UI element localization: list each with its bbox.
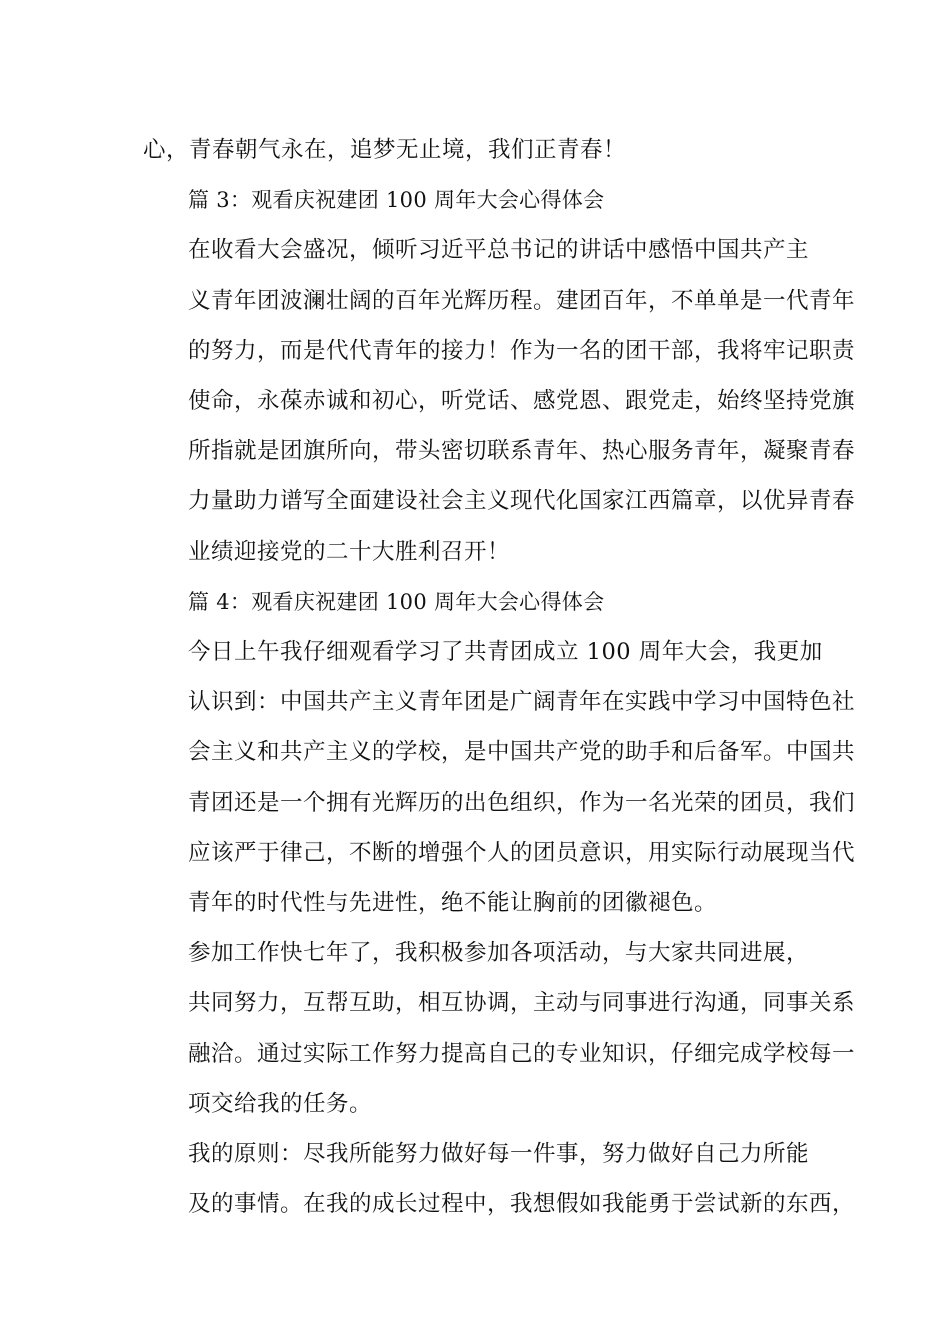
text-line: 应该严于律己，不断的增强个人的团员意识，用实际行动展现当代 [188,839,856,866]
text-line: 会主义和共产主义的学校，是中国共产党的助手和后备军。中国共 [188,739,856,766]
section-heading-3: 篇 3：观看庆祝建团 100 周年大会心得体会 [188,188,605,213]
text-line: 使命，永葆赤诚和初心，听党话、感党恩、跟党走，始终坚持党旗 [188,388,856,415]
paragraph-section-4-c [143,1129,856,1229]
paragraph-section-4-a [143,627,856,928]
text-line: 融洽。通过实际工作努力提高自己的专业知识，仔细完成学校每一 [188,1040,856,1067]
text-line: 在收看大会盛况，倾听习近平总书记的讲话中感悟中国共产主 [188,237,810,264]
text-line: 共同努力，互帮互助，相互协调，主动与同事进行沟通，同事关系 [188,990,856,1017]
text-line: 青年的时代性与先进性，绝不能让胸前的团徽褪色。 [188,890,718,917]
text-line: 所指就是团旗所向，带头密切联系青年、热心服务青年，凝聚青春 [188,438,856,465]
text-line: 青团还是一个拥有光辉历的出色组织，作为一名光荣的团员，我们 [188,789,856,816]
paragraph-section-4-b [143,928,856,1129]
text-line: 认识到：中国共产主义青年团是广阔青年在实践中学习中国特色社 [188,689,856,716]
text-line: 及的事情。在我的成长过程中，我想假如我能勇于尝试新的东西， [188,1191,856,1218]
text-line: 心，青春朝气永在，追梦无止境，我们正青春！ [143,137,627,163]
text-line: 力量助力谱写全面建设社会主义现代化国家江西篇章，以优异青春 [188,488,856,515]
text-line: 项交给我的任务。 [188,1090,373,1117]
text-line: 参加工作快七年了，我积极参加各项活动，与大家共同进展， [188,940,810,967]
text-line: 业绩迎接党的二十大胜利召开！ [188,538,511,565]
section-heading-4: 篇 4：观看庆祝建团 100 周年大会心得体会 [188,589,605,614]
text-line: 的努力，而是代代青年的接力！作为一名的团干部，我将牢记职责 [188,337,856,364]
paragraph-section-3 [143,225,856,576]
text-line: 我的原则：尽我所能努力做好每一件事，努力做好自己力所能 [188,1141,810,1168]
paragraph-continuation [143,125,807,175]
text-line: 义青年团波澜壮阔的百年光辉历程。建团百年，不单单是一代青年 [188,287,856,314]
document-body [143,125,856,1229]
text-line: 今日上午我仔细观看学习了共青团成立 100 周年大会，我更加 [188,639,823,666]
